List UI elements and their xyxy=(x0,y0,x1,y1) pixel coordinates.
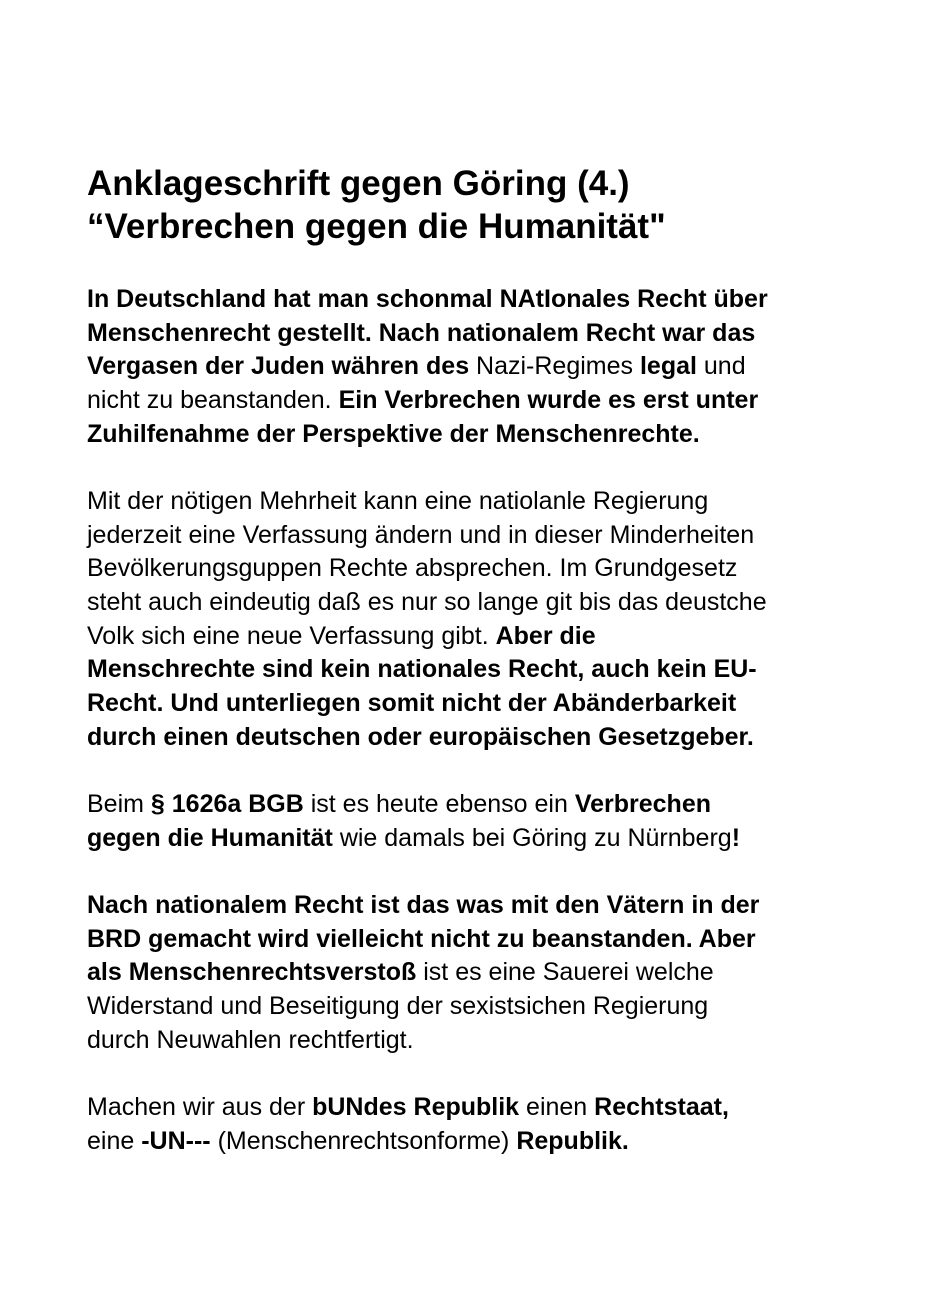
bold-text-segment: ! xyxy=(731,823,741,852)
bold-text-segment: In Deutschland hat man schonmal NAtIonales Recht über xyxy=(87,285,768,313)
text-line xyxy=(87,1091,887,1125)
paragraph-1 xyxy=(87,283,887,451)
text-segment: durch Neuwahlen rechtfertigt. xyxy=(87,1025,414,1054)
bold-text-segment: als Menschenrechtsverstoß xyxy=(87,958,417,987)
bold-text-segment: Republik. xyxy=(516,1126,629,1155)
text-line xyxy=(87,889,887,923)
text-segment: Widerstand und Beseitigung der sexistsichen Regierung xyxy=(87,992,709,1021)
text-line xyxy=(87,552,887,586)
title-line-1: Anklageschrift gegen Göring (4.) xyxy=(87,164,630,203)
text-segment: Beim xyxy=(87,790,151,818)
bold-text-segment: Verbrechen xyxy=(574,790,711,818)
bold-text-segment: Nach nationalem Recht ist das was mit den Vätern in der xyxy=(87,891,760,919)
text-segment: Bevölkerungsguppen Rechte absprechen. Im Grundgesetz xyxy=(87,554,738,583)
paragraph-5 xyxy=(87,1091,887,1158)
bold-text-segment: gegen die Humanität xyxy=(87,823,333,852)
text-line xyxy=(87,653,887,687)
text-line xyxy=(87,384,887,418)
title-line-2: “Verbrechen gegen die Humanität" xyxy=(87,207,666,246)
text-segment: Machen wir aus der xyxy=(87,1093,313,1121)
page-title xyxy=(87,162,887,248)
text-line xyxy=(87,687,887,721)
bold-text-segment: Vergasen der Juden währen des xyxy=(87,352,470,381)
text-segment: Volk sich eine neue Verfassung gibt. xyxy=(87,621,496,650)
text-line xyxy=(87,350,887,384)
text-line xyxy=(87,485,887,519)
paragraph-3 xyxy=(87,788,887,855)
bold-text-segment: bUNdes Republik xyxy=(312,1093,520,1121)
bold-text-segment: Zuhilfenahme der Perspektive der Menschenrechte. xyxy=(87,419,700,448)
bold-text-segment: Menschenrecht gestellt. Nach nationalem Recht war das xyxy=(87,318,756,347)
text-segment: jederzeit eine Verfassung ändern und in dieser Minderheiten xyxy=(87,520,755,549)
text-line xyxy=(87,317,887,351)
text-line xyxy=(87,822,887,856)
text-line xyxy=(87,788,887,822)
bold-text-segment: durch einen deutschen oder europäischen Gesetzgeber. xyxy=(87,722,754,751)
text-segment: Nazi-Regimes xyxy=(469,352,640,381)
text-line xyxy=(87,990,887,1024)
text-segment: ist es eine Sauerei welche xyxy=(416,958,714,987)
text-segment: einen xyxy=(519,1093,595,1121)
text-segment: steht auch eindeutig daß es nur so lange git bis das deustche xyxy=(87,588,767,617)
bold-text-segment: Aber die xyxy=(495,621,596,650)
text-line xyxy=(87,418,887,452)
bold-text-segment: Rechtstaat, xyxy=(594,1093,729,1121)
bold-text-segment: -UN--- xyxy=(141,1126,211,1155)
text-line xyxy=(87,923,887,957)
bold-text-segment: legal xyxy=(639,352,697,381)
text-segment: nicht zu beanstanden. xyxy=(87,386,339,415)
text-segment: (Menschenrechtsonforme) xyxy=(210,1126,517,1155)
text-line xyxy=(87,283,887,317)
text-line xyxy=(87,1125,887,1159)
text-segment: eine xyxy=(87,1126,142,1155)
bold-text-segment: Menschrechte sind kein nationales Recht, auch kein EU- xyxy=(87,655,757,684)
text-segment: wie damals bei Göring zu Nürnberg xyxy=(332,823,732,852)
bold-text-segment: Ein Verbrechen wurde es erst unter xyxy=(338,386,759,415)
bold-text-segment: § 1626a BGB xyxy=(150,790,304,818)
text-line xyxy=(87,721,887,755)
text-segment: und xyxy=(696,352,746,381)
text-segment: Mit der nötigen Mehrheit kann eine natiolanle Regierung xyxy=(87,487,709,515)
text-line xyxy=(87,586,887,620)
text-segment: ist es heute ebenso ein xyxy=(303,790,575,818)
bold-text-segment: Recht. Und unterliegen somit nicht der Abänderbarkeit xyxy=(87,689,737,718)
bold-text-segment: BRD gemacht wird vielleicht nicht zu beanstanden. Aber xyxy=(87,924,756,953)
text-line xyxy=(87,519,887,553)
text-line xyxy=(87,956,887,990)
paragraph-4 xyxy=(87,889,887,1057)
text-line xyxy=(87,620,887,654)
text-line xyxy=(87,1024,887,1058)
paragraph-2 xyxy=(87,485,887,755)
